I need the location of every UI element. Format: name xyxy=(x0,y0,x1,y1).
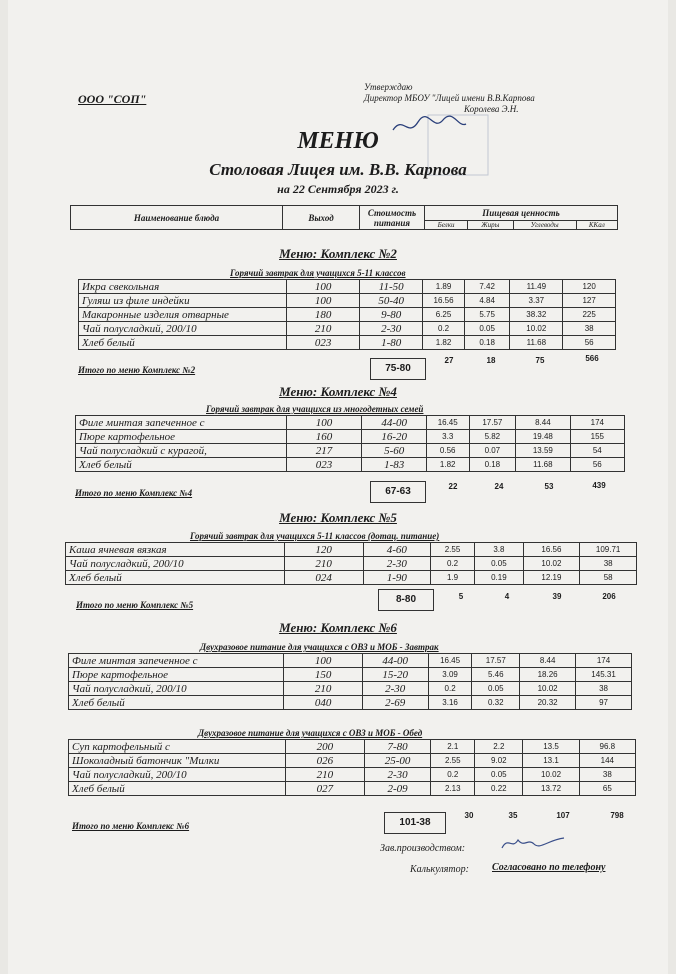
total-kcal: 566 xyxy=(585,354,599,363)
fat: 5.82 xyxy=(469,430,516,444)
header-table xyxy=(70,205,618,230)
kcal: 225 xyxy=(563,308,616,322)
total-fat: 18 xyxy=(486,356,496,365)
table-row xyxy=(69,768,636,782)
total-carbs: 75 xyxy=(535,356,545,365)
table-row xyxy=(79,308,616,322)
fat: 3.8 xyxy=(475,543,523,557)
fat: 2.2 xyxy=(475,740,523,754)
price: 25-00 xyxy=(364,754,431,768)
table-row xyxy=(79,294,616,308)
price: 2-30 xyxy=(360,322,423,336)
portion: 210 xyxy=(287,322,360,336)
fat: 0.18 xyxy=(464,336,509,350)
total-protein: 27 xyxy=(444,356,454,365)
kcal: 56 xyxy=(563,336,616,350)
table-row xyxy=(66,571,637,585)
page-title: МЕНЮ xyxy=(297,128,379,154)
total-carbs: 39 xyxy=(552,592,562,601)
total-kcal: 206 xyxy=(602,592,616,601)
total-label: Итого по меню Комплекс №4 xyxy=(75,488,193,498)
fat: 0.32 xyxy=(472,696,520,710)
kcal: 174 xyxy=(576,654,632,668)
protein: 6.25 xyxy=(423,308,465,322)
protein: 2.13 xyxy=(431,782,475,796)
table-row xyxy=(79,336,616,350)
calculator-value: Согласовано по телефону xyxy=(492,862,606,873)
portion: 027 xyxy=(285,782,364,796)
dish-name: Чай полусладкий с курагой, xyxy=(76,444,287,458)
fat: 5.75 xyxy=(464,308,509,322)
signature-icon xyxy=(498,832,568,854)
carbs: 10.02 xyxy=(523,557,580,571)
kcal: 38 xyxy=(576,682,632,696)
col-cost: Стоимость питания xyxy=(360,206,425,230)
portion: 160 xyxy=(286,430,362,444)
fat: 7.42 xyxy=(464,280,509,294)
dish-name: Макаронные изделия отварные xyxy=(79,308,287,322)
protein: 16.45 xyxy=(428,654,472,668)
price: 9-80 xyxy=(360,308,423,322)
total-sum: 75-80 xyxy=(370,358,426,380)
dish-name: Хлеб белый xyxy=(76,458,287,472)
fat: 0.22 xyxy=(475,782,523,796)
kcal: 96.8 xyxy=(579,740,635,754)
carbs: 13.1 xyxy=(523,754,579,768)
carbs: 10.02 xyxy=(523,768,579,782)
portion: 040 xyxy=(284,696,362,710)
fat: 4.84 xyxy=(464,294,509,308)
table-row xyxy=(69,782,636,796)
fat: 17.57 xyxy=(469,416,516,430)
section-caption: Двухразовое питание для учащихся с ОВЗ и МОБ - Завтрак xyxy=(200,642,439,652)
portion: 210 xyxy=(285,768,364,782)
org-name: ООО "СОП" xyxy=(78,92,147,106)
carbs: 16.56 xyxy=(523,543,580,557)
carbs: 10.02 xyxy=(510,322,563,336)
price: 15-20 xyxy=(362,668,428,682)
protein: 16.45 xyxy=(426,416,469,430)
kcal: 127 xyxy=(563,294,616,308)
kcal: 174 xyxy=(570,416,624,430)
price: 2-30 xyxy=(364,768,431,782)
page-date: на 22 Сентября 2023 г. xyxy=(277,182,399,196)
table-row xyxy=(66,543,637,557)
dish-name: Филе минтая запеченное с xyxy=(76,416,287,430)
carbs: 18.26 xyxy=(520,668,576,682)
table-row xyxy=(76,458,625,472)
price: 2-09 xyxy=(364,782,431,796)
fat: 17.57 xyxy=(472,654,520,668)
price: 44-00 xyxy=(362,416,426,430)
menu-table xyxy=(65,542,637,585)
price: 44-00 xyxy=(362,654,428,668)
col-food: Пищевая ценность xyxy=(425,206,618,221)
page-subtitle: Столовая Лицея им. В.В. Карпова xyxy=(209,160,467,179)
portion: 150 xyxy=(284,668,362,682)
section-caption: Горячий завтрак для учащихся 5-11 классов (дотац. питание) xyxy=(190,531,440,541)
price: 1-90 xyxy=(363,571,430,585)
dish-name: Шоколадный батончик "Милки xyxy=(69,754,286,768)
dish-name: Гуляш из филе индейки xyxy=(79,294,287,308)
portion: 100 xyxy=(287,280,360,294)
section-caption-2: Двухразовое питание для учащихся с ОВЗ и МОБ - Обед xyxy=(198,728,423,738)
table-row xyxy=(69,668,632,682)
total-sum: 8-80 xyxy=(378,589,434,611)
total-fat: 35 xyxy=(508,811,518,820)
fat: 0.07 xyxy=(469,444,516,458)
kcal: 144 xyxy=(579,754,635,768)
menu-table xyxy=(68,739,636,796)
table-row xyxy=(66,557,637,571)
dish-name: Чай полусладкий, 200/10 xyxy=(69,768,286,782)
fat: 0.19 xyxy=(475,571,523,585)
fat: 0.18 xyxy=(469,458,516,472)
carbs: 13.5 xyxy=(523,740,579,754)
protein: 1.82 xyxy=(423,336,465,350)
dish-name: Чай полусладкий, 200/10 xyxy=(69,682,284,696)
carbs: 11.68 xyxy=(510,336,563,350)
portion: 120 xyxy=(284,543,363,557)
total-kcal: 798 xyxy=(610,811,624,820)
total-fat: 24 xyxy=(494,482,504,491)
section-title: Меню: Комплекс №6 xyxy=(279,620,397,635)
fat: 0.05 xyxy=(475,557,523,571)
total-label: Итого по меню Комплекс №5 xyxy=(76,600,194,610)
section-caption: Горячий завтрак для учащихся 5-11 классов xyxy=(230,268,406,278)
total-carbs: 107 xyxy=(556,811,570,820)
price: 2-30 xyxy=(362,682,428,696)
total-carbs: 53 xyxy=(544,482,554,491)
protein: 1.82 xyxy=(426,458,469,472)
menu-table xyxy=(75,415,625,472)
kcal: 155 xyxy=(570,430,624,444)
portion: 180 xyxy=(287,308,360,322)
protein: 0.56 xyxy=(426,444,469,458)
price: 2-69 xyxy=(362,696,428,710)
price: 11-50 xyxy=(360,280,423,294)
kcal: 65 xyxy=(579,782,635,796)
approve-line-3: Королева Э.Н. xyxy=(464,104,519,114)
carbs: 13.59 xyxy=(516,444,570,458)
price: 16-20 xyxy=(362,430,426,444)
protein: 1.9 xyxy=(430,571,474,585)
carbs: 20.32 xyxy=(520,696,576,710)
total-fat: 4 xyxy=(504,592,510,601)
col-protein: Белки xyxy=(425,221,468,230)
protein: 2.55 xyxy=(430,543,474,557)
fat: 0.05 xyxy=(475,768,523,782)
fat: 0.05 xyxy=(464,322,509,336)
carbs: 12.19 xyxy=(523,571,580,585)
kcal: 120 xyxy=(563,280,616,294)
portion: 200 xyxy=(285,740,364,754)
dish-name: Пюре картофельное xyxy=(69,668,284,682)
price: 7-80 xyxy=(364,740,431,754)
dish-name: Пюре картофельное xyxy=(76,430,287,444)
col-name: Наименование блюда xyxy=(71,206,283,230)
dish-name: Чай полусладкий, 200/10 xyxy=(66,557,285,571)
kcal: 38 xyxy=(580,557,637,571)
carbs: 11.68 xyxy=(516,458,570,472)
table-row xyxy=(69,696,632,710)
fat: 9.02 xyxy=(475,754,523,768)
protein: 1.89 xyxy=(423,280,465,294)
portion: 023 xyxy=(286,458,362,472)
col-out: Выход xyxy=(283,206,360,230)
col-kcal: ККал xyxy=(576,221,617,230)
table-row xyxy=(76,444,625,458)
total-protein: 30 xyxy=(464,811,474,820)
protein: 0.2 xyxy=(431,768,475,782)
table-row xyxy=(76,430,625,444)
portion: 100 xyxy=(286,416,362,430)
protein: 16.56 xyxy=(423,294,465,308)
approve-line-2: Директор МБОУ "Лицей имени В.В.Карпова xyxy=(364,93,535,103)
table-row xyxy=(69,682,632,696)
dish-name: Каша ячневая вязкая xyxy=(66,543,285,557)
section-title: Меню: Комплекс №5 xyxy=(279,510,397,525)
table-row xyxy=(69,740,636,754)
approve-line-1: Утверждаю xyxy=(364,82,413,92)
portion: 100 xyxy=(284,654,362,668)
dish-name: Филе минтая запеченное с xyxy=(69,654,284,668)
portion: 024 xyxy=(284,571,363,585)
dish-name: Хлеб белый xyxy=(69,696,284,710)
table-row xyxy=(79,322,616,336)
table-row xyxy=(79,280,616,294)
price: 50-40 xyxy=(360,294,423,308)
kcal: 54 xyxy=(570,444,624,458)
carbs: 13.72 xyxy=(523,782,579,796)
section-caption: Горячий завтрак для учащихся из многодетных семей xyxy=(206,404,424,414)
calculator-label: Калькулятор: xyxy=(410,864,469,875)
carbs: 19.48 xyxy=(516,430,570,444)
price: 1-83 xyxy=(362,458,426,472)
dish-name: Хлеб белый xyxy=(79,336,287,350)
dish-name: Хлеб белый xyxy=(69,782,286,796)
total-sum: 101-38 xyxy=(384,812,446,834)
protein: 0.2 xyxy=(428,682,472,696)
carbs: 11.49 xyxy=(510,280,563,294)
protein: 3.16 xyxy=(428,696,472,710)
protein: 2.55 xyxy=(431,754,475,768)
section-title: Меню: Комплекс №2 xyxy=(279,246,397,261)
total-kcal: 439 xyxy=(592,481,606,490)
section-title: Меню: Комплекс №4 xyxy=(279,384,397,399)
price: 4-60 xyxy=(363,543,430,557)
kcal: 38 xyxy=(563,322,616,336)
table-row xyxy=(69,754,636,768)
fat: 5.46 xyxy=(472,668,520,682)
total-protein: 22 xyxy=(448,482,458,491)
total-label: Итого по меню Комплекс №6 xyxy=(72,821,190,831)
table-row xyxy=(69,654,632,668)
dish-name: Чай полусладкий, 200/10 xyxy=(79,322,287,336)
dish-name: Хлеб белый xyxy=(66,571,285,585)
carbs: 3.37 xyxy=(510,294,563,308)
total-protein: 5 xyxy=(458,592,464,601)
menu-table xyxy=(68,653,632,710)
carbs: 10.02 xyxy=(520,682,576,696)
carbs: 38.32 xyxy=(510,308,563,322)
dish-name: Икра свекольная xyxy=(79,280,287,294)
menu-table xyxy=(78,279,616,350)
kcal: 109.71 xyxy=(580,543,637,557)
total-label: Итого по меню Комплекс №2 xyxy=(78,365,196,375)
protein: 0.2 xyxy=(430,557,474,571)
carbs: 8.44 xyxy=(516,416,570,430)
kcal: 38 xyxy=(579,768,635,782)
table-row xyxy=(76,416,625,430)
portion: 217 xyxy=(286,444,362,458)
dish-name: Суп картофельный с xyxy=(69,740,286,754)
kcal: 145.31 xyxy=(576,668,632,682)
price: 2-30 xyxy=(363,557,430,571)
carbs: 8.44 xyxy=(520,654,576,668)
price: 5-60 xyxy=(362,444,426,458)
kcal: 97 xyxy=(576,696,632,710)
col-carbs: Углеводы xyxy=(513,221,576,230)
protein: 3.09 xyxy=(428,668,472,682)
portion: 023 xyxy=(287,336,360,350)
kcal: 58 xyxy=(580,571,637,585)
price: 1-80 xyxy=(360,336,423,350)
protein: 0.2 xyxy=(423,322,465,336)
total-sum: 67-63 xyxy=(370,481,426,503)
kcal: 56 xyxy=(570,458,624,472)
portion: 100 xyxy=(287,294,360,308)
fat: 0.05 xyxy=(472,682,520,696)
portion: 210 xyxy=(284,682,362,696)
portion: 210 xyxy=(284,557,363,571)
production-head-label: Зав.производством: xyxy=(380,843,466,854)
col-fat: Жиры xyxy=(468,221,513,230)
protein: 3.3 xyxy=(426,430,469,444)
protein: 2.1 xyxy=(431,740,475,754)
portion: 026 xyxy=(285,754,364,768)
